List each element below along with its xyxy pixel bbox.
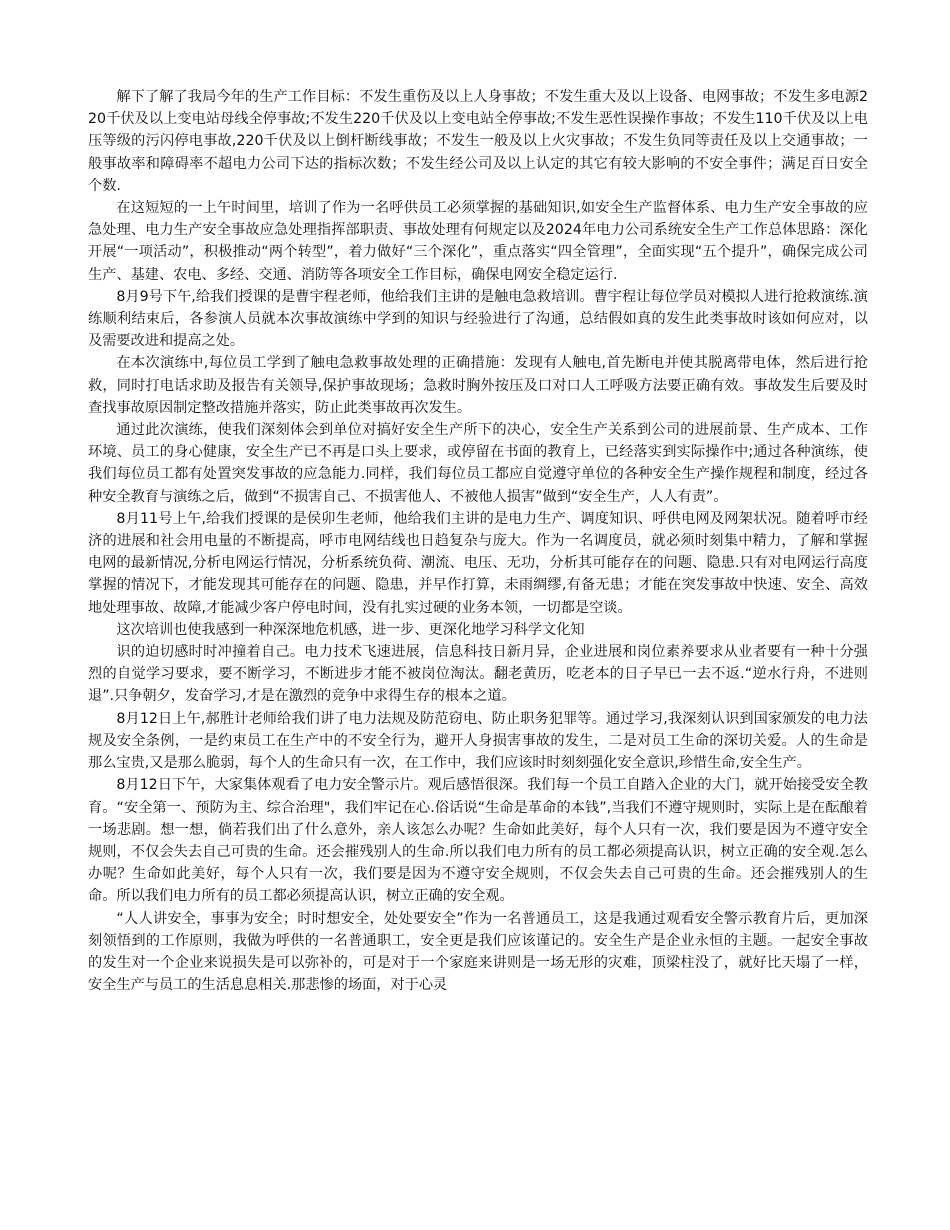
document-body: [88, 86, 868, 996]
paragraph-aug12-morning-law: 8月12日上午,郝胜计老师给我们讲了电力法规及防范窃电、防止职务犯罪等。通过学习,我深刻认识到国家颁发的电力法规及安全条例，一是约束员工在生产中的不安全行为，避开人身损害事故的发生，二是对员工生命的深切关爱。人的生命是那么宝贵,又是那么脆弱，每个人的生命只有一次，在工作中，我们应该时时刻刻强化安全意识,珍惜生命,安全生产。: [88, 710, 868, 772]
paragraph-crisis-awareness: 这次培训也使我感到一种深深地危机感，进一步、更深化地学习科学文化知: [116, 621, 585, 638]
paragraph-aug9-first-aid: 8月9号下午,给我们授课的是曹宇程老师，他给我们主讲的是触电急救培训。曹宇程让每位学员对模拟人进行抢救演练.演练顺利结束后，各参演人员就本次事故演练中学到的知识与经验进行了沟通，总结假如真的发生此类事故时该如何应对，以及需要改进和提高之处。: [88, 288, 868, 350]
paragraph-aug11-dispatch: 8月11号上午,给我们授课的是侯卯生老师，他给我们主讲的是电力生产、调度知识、呼供电网及网架状况。随着呼市经济的进展和社会用电量的不断提高，呼市电网结线也日趋复杂与庞大。作为一名调度员，就必须时刻集中精力，了解和掌握电网的最新情况,分析电网运行情况，分析系统负荷、潮流、电压、无功，分析其可能存在的问题、隐患.只有对电网运行高度掌握的情况下，才能发现其可能存在的问题、隐患，并早作打算，未雨绸缪,有备无患；才能在突发事故中快速、安全、高效地处理事故、故障,才能减少客户停电时间，没有扎实过硬的业务本领，一切都是空谈。: [88, 510, 868, 616]
paragraph-aug12-afternoon-film: 8月12日下午，大家集体观看了电力安全警示片。观后感悟很深。我们每一个员工自踏入企业的大门，就开始接受安全教育。“安全第一、预防为主、综合治理"，我们牢记在心.俗话说“生命是革命的本钱”,当我们不遵守规则时，实际上是在酝酿着一场悲剧。想一想，倘若我们出了什么意外，亲人该怎么办呢？生命如此美好，每个人只有一次，我们要是因为不遵守安全规则，不仅会失去自己可贵的生命。还会摧残别人的生命.所以我们电力所有的员工都必须提高认识，树立正确的安全观.怎么办呢？生命如此美好，每个人只有一次，我们要是因为不遵守安全规则，不仅会失去自己可贵的生命。还会摧残别人的生命。所以我们电力所有的员工都必须提高认识，树立正确的安全观。: [88, 777, 868, 905]
paragraph-learning-urgency: 识的迫切感时时冲撞着自己。电力技术飞速进展，信息科技日新月异，企业进展和岗位素养要求从业者要有一种十分强烈的自觉学习要求，要不断学习，不断进步才能不被岗位淘汰。翻老黄历，吃老本的日子早已一去不返.“逆水行舟，不进则退”.只争朝夕，发奋学习,才是在激烈的竞争中求得生存的根本之道。: [88, 644, 868, 705]
paragraph-safety-principle: “人人讲安全，事事为安全；时时想安全，处处要安全”作为一名普通员工，这是我通过观看安全警示教育片后，更加深刻领悟到的工作原则，我做为呼供的一名普通职工，安全更是我们应该谨记的。安全生产是企业永恒的主题。一起安全事故的发生对一个企业来说损失是可以弥补的，可是对于一个家庭来讲则是一场无形的灾难，顶梁柱没了，就好比天塌了一样，安全生产与员工的生活息息相关.那悲惨的场面，对于心灵: [88, 910, 868, 994]
paragraph-drill-measures: 在本次演练中,每位员工学到了触电急救事故处理的正确措施：发现有人触电,首先断电并使其脱离带电体，然后进行抢救，同时打电话求助及报告有关领导,保护事故现场；急救时胸外按压及口对口人工呼吸方法要正确有效。事故发生后要及时查找事故原因制定整改措施并落实，防止此类事故再次发生。: [88, 355, 868, 416]
paragraph-drill-reflection: 通过此次演练，使我们深刻体会到单位对搞好安全生产所下的决心，安全生产关系到公司的进展前景、生产成本、工作环境、员工的身心健康，安全生产已不再是口头上要求，或停留在书面的教育上，已经落实到实际操作中;通过各种演练，使我们每位员工都有处置突发事故的应急能力.同样，我们每位员工都应自觉遵守单位的各种安全生产操作规程和制度，经过各种安全教育与演练之后，做到“不损害自己、不损害他人、不被他人损害”做到“安全生产，人人有责”。: [88, 422, 868, 505]
paragraph-training-basics: 在这短短的一上午时间里，培训了作为一名呼供员工必须掌握的基础知识,如安全生产监督体系、电力生产安全事故的应急处理、电力生产安全事故应急处理指挥部职责、事故处理有何规定以及2024年电力公司系统安全生产工作总体思路：深化开展“一项活动”，积极推动“两个转型”，着力做好“三个深化”，重点落实“四全管理”，全面实现“五个提升”，确保完成公司生产、基建、农电、多经、交通、消防等各项安全工作目标，确保电网安全稳定运行.: [88, 200, 868, 283]
paragraph-production-goals: 解下了解了我局今年的生产工作目标：不发生重伤及以上人身事故；不发生重大及以上设备、电网事故；不发生多电源220千伏及以上变电站母线全停事故;不发生220千伏及以上变电站全停事故;不发生恶性误操作事故；不发生110千伏及以上电压等级的污闪停电事故,220千伏及以上倒杆断线事故；不发生一般及以上火灾事故；不发生负同等责任及以上交通事故；一般事故率和障碍率不超电力公司下达的指标次数；不发生经公司及以上认定的其它有较大影响的不安全事件；满足百日安全个数.: [88, 89, 868, 194]
